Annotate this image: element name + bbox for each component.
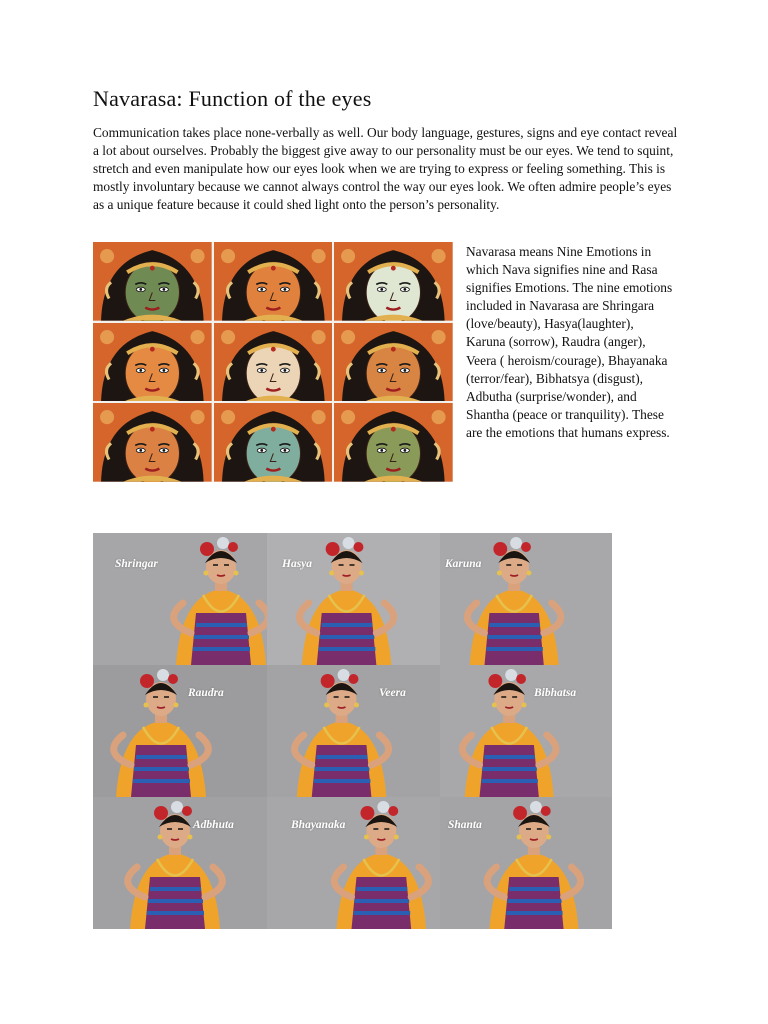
dance-label: Adbhuta bbox=[193, 819, 234, 831]
dance-pose-karuna bbox=[440, 533, 612, 665]
mural-face-8 bbox=[214, 403, 333, 482]
dance-pose-shanta bbox=[440, 797, 612, 929]
dance-label: Karuna bbox=[445, 558, 482, 570]
navarasa-description: Navarasa means Nine Emotions in which Nava signifies nine and Rasa signifies Emotions. The nine emotions included in Navarasa are Shringara (love/beauty), Hasya(laughter), Karuna (sorrow), Raudra (anger), Veera ( heroism/courage), Bhayanaka (terror/fear), Bibhatsya (disgust), Adbutha (surprise/wonder), and Shantha (peace or tranquility). These are the emotions that humans express. bbox=[466, 244, 673, 440]
dance-label: Bibhatsa bbox=[534, 687, 577, 699]
dance-label: Hasya bbox=[282, 558, 313, 570]
dance-pose-veera bbox=[267, 665, 440, 797]
mural-face-6 bbox=[334, 323, 453, 402]
dance-pose-adbhuta bbox=[93, 797, 267, 929]
dance-label: Shanta bbox=[448, 819, 482, 831]
dance-label: Bhayanaka bbox=[291, 819, 346, 831]
mural-face-7 bbox=[93, 403, 212, 482]
dancer-figure bbox=[440, 797, 612, 929]
dancer-figure bbox=[93, 533, 267, 665]
dancer-figure bbox=[93, 665, 267, 797]
dancer-figure bbox=[440, 665, 612, 797]
dance-label: Veera bbox=[379, 687, 406, 699]
page-title: Navarasa: Function of the eyes bbox=[93, 86, 372, 111]
navarasa-dance-image bbox=[93, 533, 612, 929]
dancer-figure bbox=[267, 797, 440, 929]
dance-pose-bhayanaka bbox=[267, 797, 440, 929]
intro-paragraph: Communication takes place none-verbally as well. Our body language, gestures, signs and eye contact reveal a lot about ourselves. Probably the biggest give away to our personality must be our eyes. We tend to squint, stretch and even manipulate how our eyes look when we are trying to express or feeling something. This is mostly involuntary because we cannot always control the way our eyes look. We often admire people’s eyes as a unique feature because it could shed light onto the person’s personality. bbox=[93, 125, 678, 213]
mural-face-2 bbox=[214, 242, 333, 321]
dancer-figure bbox=[267, 665, 440, 797]
mural-face-9 bbox=[334, 403, 453, 482]
dance-pose-shringar bbox=[93, 533, 267, 665]
dancer-figure bbox=[440, 533, 612, 665]
dancer-figure bbox=[93, 797, 267, 929]
mural-face-4 bbox=[93, 323, 212, 402]
dance-pose-raudra bbox=[93, 665, 267, 797]
mural-face-3 bbox=[334, 242, 453, 321]
mural-face-5 bbox=[214, 323, 333, 402]
mural-face-1 bbox=[93, 242, 212, 321]
dancer-figure bbox=[267, 533, 440, 665]
dance-pose-bibhatsa bbox=[440, 665, 612, 797]
dance-label: Raudra bbox=[188, 687, 224, 699]
dance-pose-hasya bbox=[267, 533, 440, 665]
dance-label: Shringar bbox=[115, 558, 158, 570]
navarasa-mural-image bbox=[93, 242, 453, 482]
